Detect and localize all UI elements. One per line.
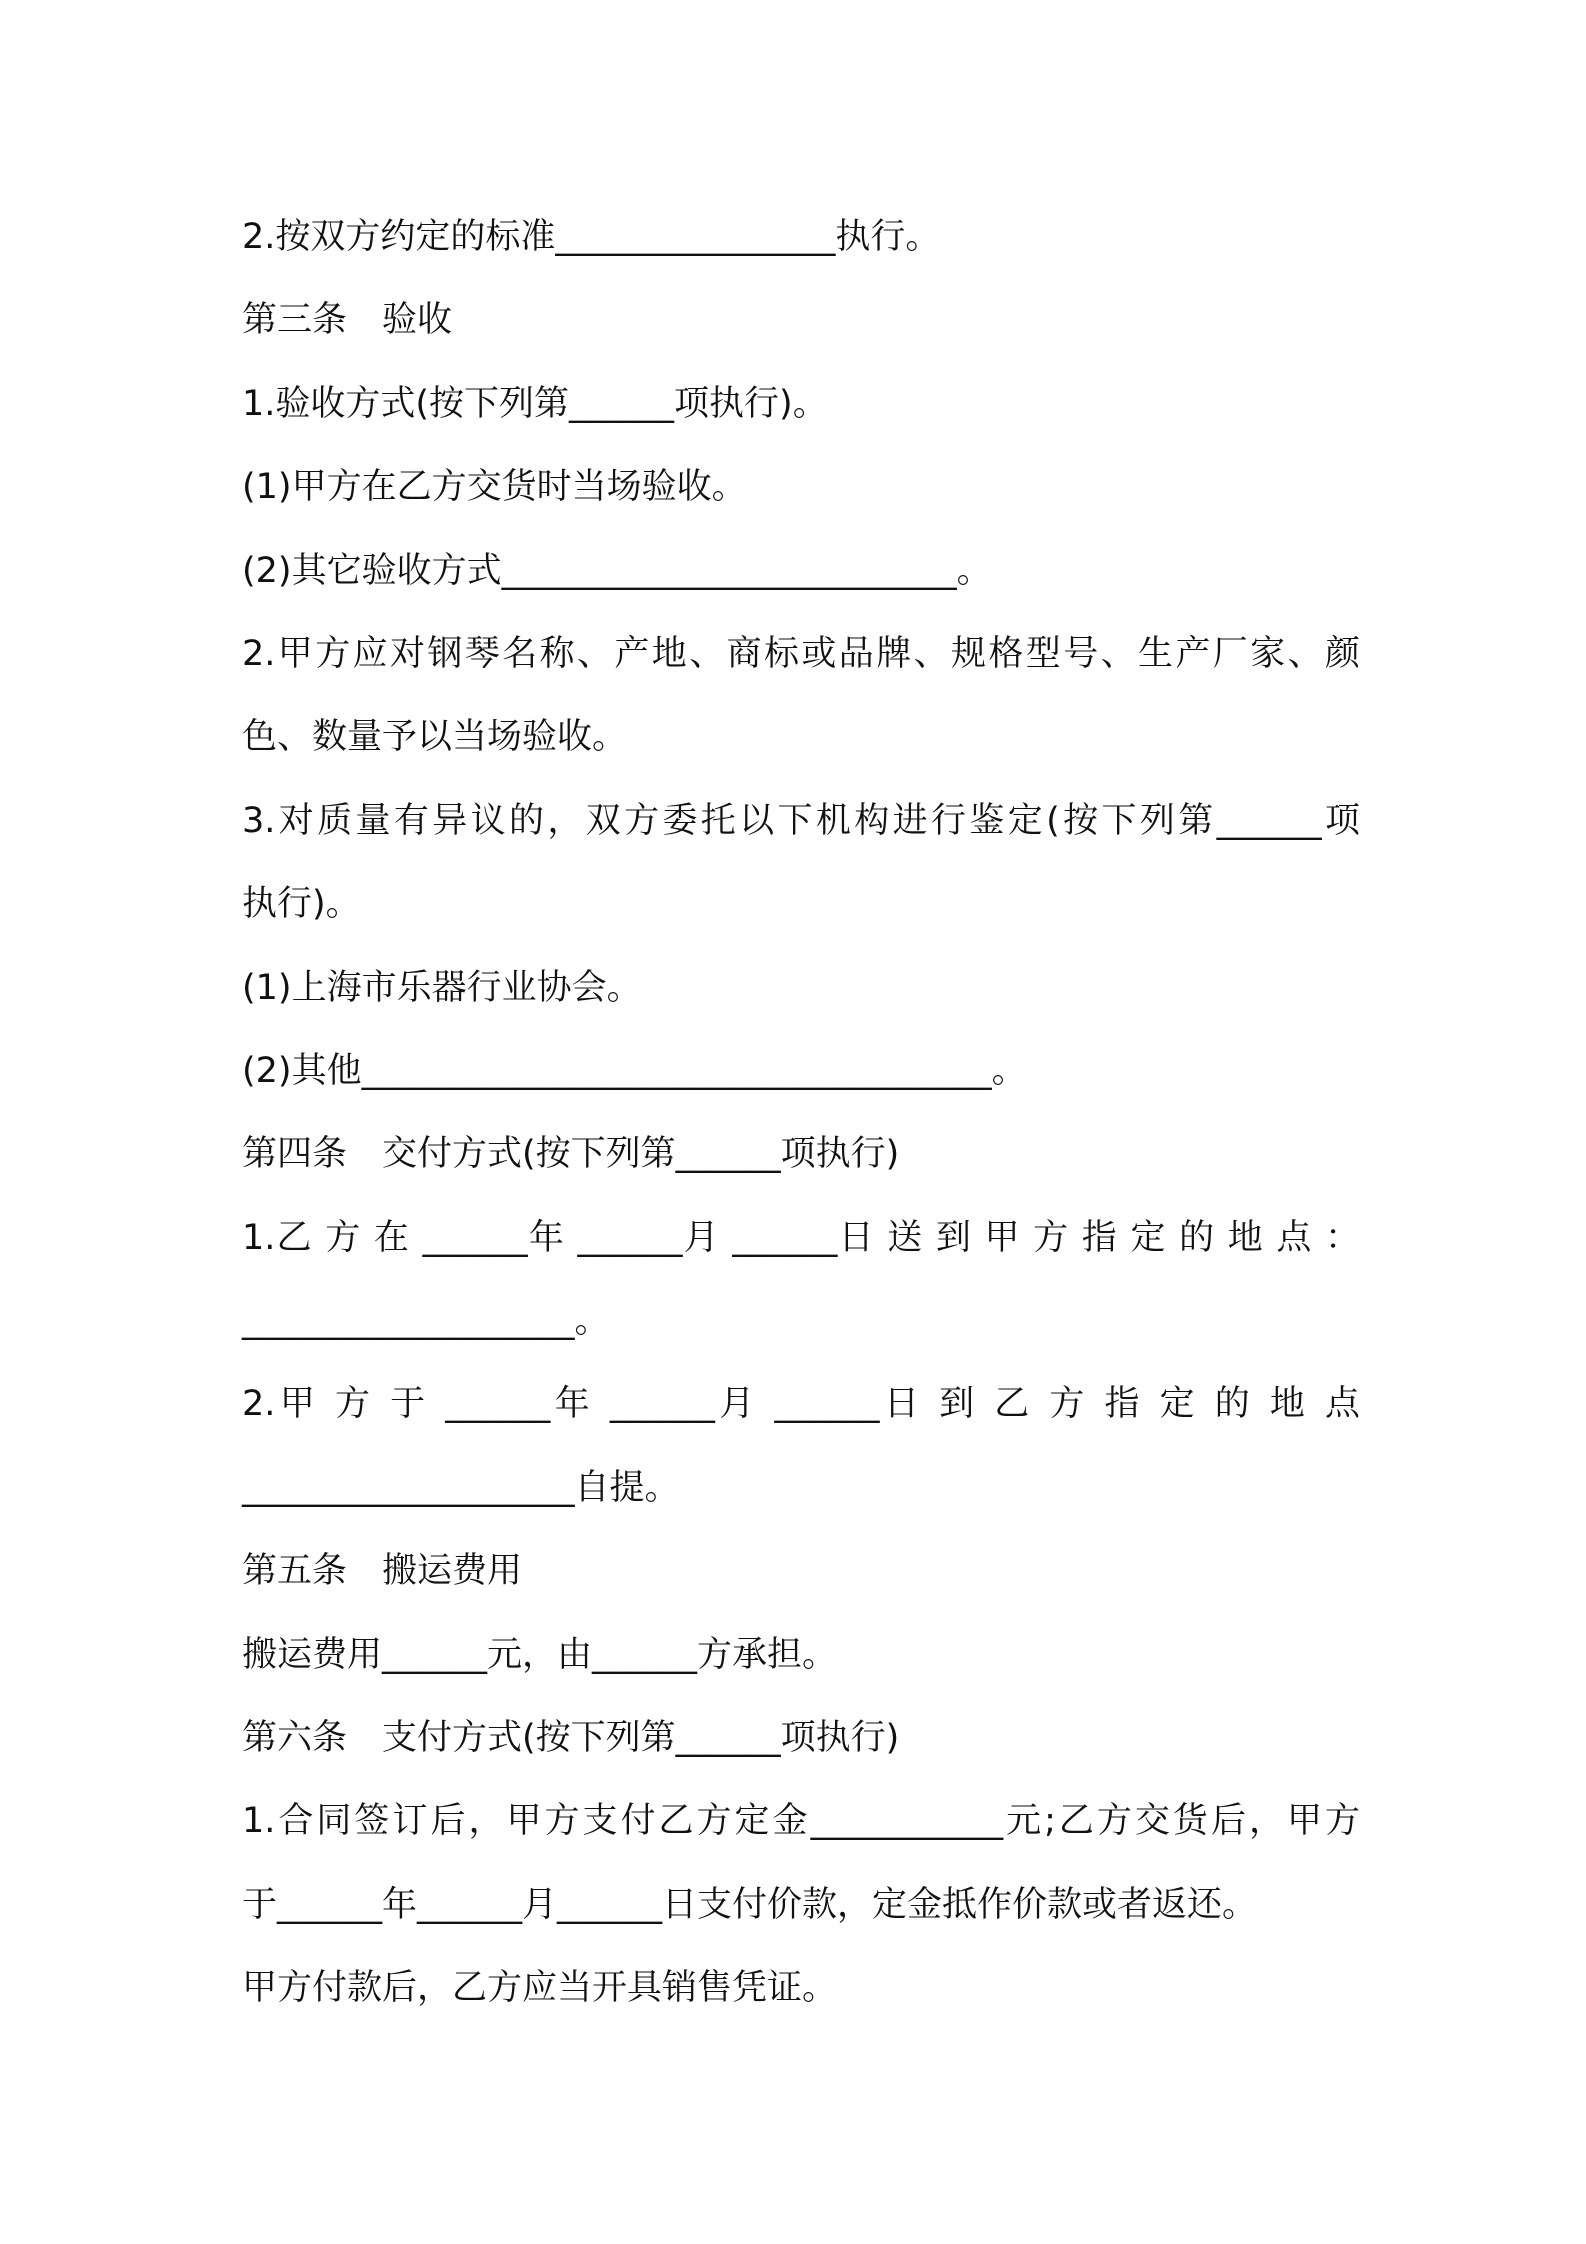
delivery-option-1-line-1: 1.乙 方 在 ______年 ______月 ______日 送 到 甲 方 指 定 的 地 点 ： <box>242 1217 1360 1258</box>
delivery-option-1-line-2: ___________________。 <box>242 1301 610 1342</box>
delivery-option-2-line-2: ___________________自提。 <box>242 1467 680 1508</box>
delivery-option-2-line-1: 2.甲 方 于 ______年 ______月 ______日 到 乙 方 指 定 的 地 点 <box>242 1384 1360 1425</box>
article-6-heading: 第六条 支付方式(按下列第______项执行) <box>242 1718 900 1759</box>
quality-dispute-line-1: 3.对质量有异议的，双方委托以下机构进行鉴定(按下列第______项 <box>242 800 1360 841</box>
quality-dispute-line-2: 执行)。 <box>242 884 361 925</box>
payment-option-1-line-1: 1.合同签订后，甲方支付乙方定金___________元;乙方交货后，甲方 <box>242 1801 1360 1842</box>
inspection-option-1: (1)甲方在乙方交货时当场验收。 <box>242 467 747 508</box>
clause-2-2-standard: 2.按双方约定的标准________________执行。 <box>242 217 941 257</box>
inspection-method-line: 1.验收方式(按下列第______项执行)。 <box>242 383 828 424</box>
article-5-heading: 第五条 搬运费用 <box>242 1551 523 1592</box>
inspection-item-2-line-2: 色、数量予以当场验收。 <box>242 717 628 758</box>
contract-text-block <box>242 196 1360 2031</box>
article-4-heading: 第四条 交付方式(按下列第______项执行) <box>242 1134 900 1175</box>
appraisal-option-1: (1)上海市乐器行业协会。 <box>242 967 642 1008</box>
payment-option-1-line-2: 于______年______月______日支付价款，定金抵作价款或者返还。 <box>242 1884 1258 1925</box>
article-3-heading: 第三条 验收 <box>242 300 453 341</box>
inspection-option-2: (2)其它验收方式__________________________。 <box>242 550 992 591</box>
appraisal-option-2: (2)其他____________________________________。 <box>242 1050 1027 1091</box>
payment-option-1-line-3: 甲方付款后，乙方应当开具销售凭证。 <box>242 1968 838 2009</box>
inspection-item-2-line-1: 2.甲方应对钢琴名称、产地、商标或品牌、规格型号、生产厂家、颜 <box>242 633 1360 674</box>
transport-fee-line: 搬运费用______元，由______方承担。 <box>242 1634 838 1675</box>
